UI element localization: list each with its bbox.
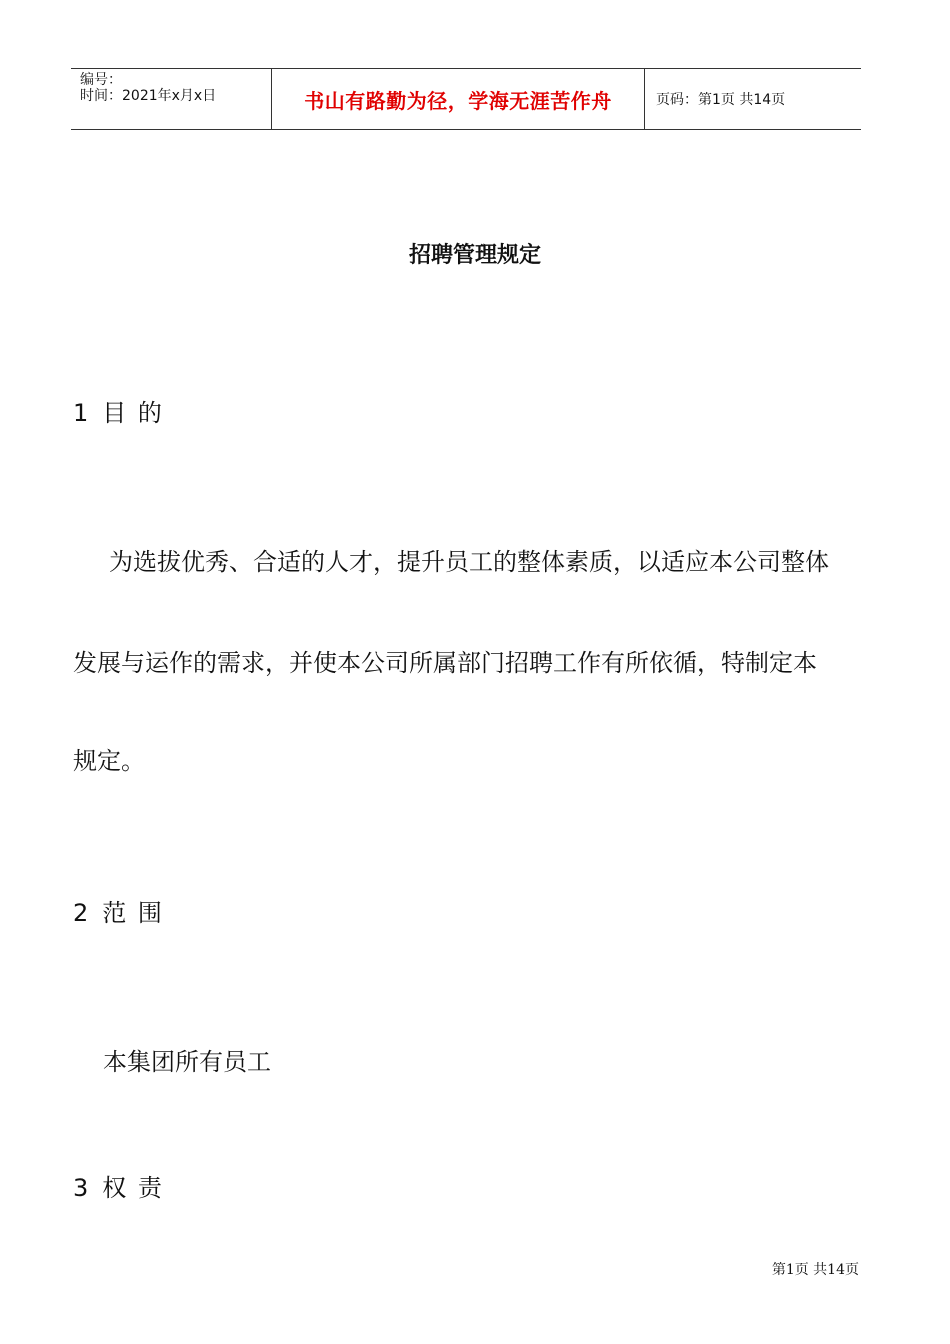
document-title: 招聘管理规定 xyxy=(408,242,541,268)
header-meta xyxy=(71,69,271,129)
section-heading-purpose xyxy=(73,393,176,428)
page-header xyxy=(71,68,861,130)
purpose-line-1: 为选拔优秀、合适的人才，提升员工的整体素质，以适应本公司整体 xyxy=(109,548,829,576)
section-heading-responsibility xyxy=(73,1168,176,1203)
header-motto: 书山有路勤为径，学海无涯苦作舟 xyxy=(304,88,612,113)
section-title: 范 围 xyxy=(102,899,164,927)
section-title: 目 的 xyxy=(102,399,164,427)
section-heading-scope xyxy=(73,893,176,928)
header-divider xyxy=(644,69,645,129)
date-label: 时间：2021年x月x日 xyxy=(80,88,217,104)
section-title: 权 责 xyxy=(102,1174,164,1202)
section-number: 2 xyxy=(73,899,91,927)
page-footer: 第1页 共14页 xyxy=(771,1262,859,1278)
purpose-line-3: 规定。 xyxy=(73,747,145,775)
purpose-line-2: 发展与运作的需求，并使本公司所属部门招聘工作有所依循，特制定本 xyxy=(73,649,817,677)
header-page-info: 页码：第1页 共14页 xyxy=(656,92,786,108)
scope-text: 本集团所有员工 xyxy=(103,1048,271,1076)
serial-number-label: 编号： xyxy=(80,72,122,88)
section-number: 3 xyxy=(73,1174,91,1202)
section-number: 1 xyxy=(73,399,91,427)
